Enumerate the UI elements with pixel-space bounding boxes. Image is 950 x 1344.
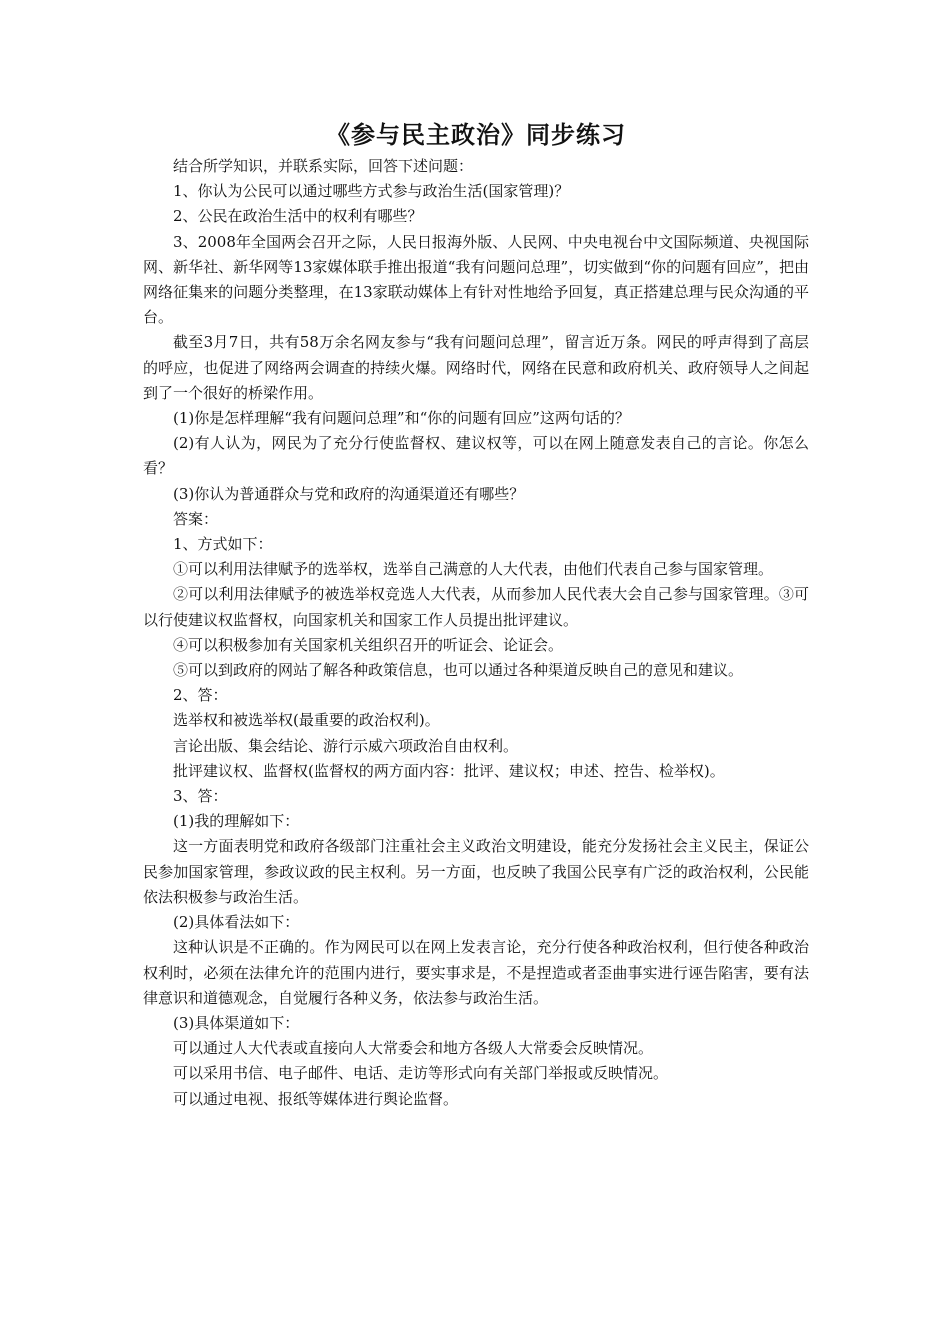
answer-1-item: ④可以积极参加有关国家机关组织召开的听证会、论证会。	[173, 635, 564, 654]
document-page	[143, 118, 809, 1112]
question-1: 1、你认为公民可以通过哪些方式参与政治生活(国家管理)？	[173, 182, 570, 201]
answer-1-heading: 1、方式如下：	[173, 535, 273, 554]
answer-3-3-heading: (3)具体渠道如下：	[173, 1013, 300, 1032]
answer-2-item: 言论出版、集会结论、游行示威六项政治自由权利。	[173, 736, 519, 755]
question-3-material-2: 截至3月7日，共有58万余名网友参与“我有问题问总理”，留言近万条。网民的呼声得到了高层的呼应，也促进了网络两会调查的持续火爆。网络时代，网络在民意和政府机关、政府领导人之间起到了一个很好的桥梁作用。	[143, 333, 809, 402]
answer-2-item: 选举权和被选举权(最重要的政治权利)。	[173, 711, 440, 730]
sub-question-2: (2)有人认为，网民为了充分行使监督权、建议权等，可以在网上随意发表自己的言论。你怎么看？	[143, 434, 809, 478]
document-title: 《参与民主政治》同步练习	[326, 121, 626, 149]
answer-3-2-heading: (2)具体看法如下：	[173, 913, 300, 932]
answer-1-item: ⑤可以到政府的网站了解各种政策信息，也可以通过各种渠道反映自己的意见和建议。	[173, 661, 744, 680]
answer-3-heading: 3、答：	[173, 787, 228, 806]
answer-3-1-text: 这一方面表明党和政府各级部门注重社会主义政治文明建设，能充分发扬社会主义民主，保证公民参加国家管理，参政议政的民主权利。另一方面，也反映了我国公民享有广泛的政治权利，公民能依法积极参与政治生活。	[143, 837, 809, 906]
answer-2-heading: 2、答：	[173, 686, 228, 705]
sub-question-1: (1)你是怎样理解“我有问题问总理”和“你的问题有回应”这两句话的？	[173, 409, 630, 428]
answer-heading: 答案：	[173, 509, 219, 528]
intro-paragraph: 结合所学知识，并联系实际，回答下述问题：	[173, 157, 474, 175]
answer-3-2-text: 这种认识是不正确的。作为网民可以在网上发表言论，充分行使各种政治权利，但行使各种政治权利时，必须在法律允许的范围内进行，要实事求是，不是捏造或者歪曲事实进行诬告陷害，要有法律意识和道德观念，自觉履行各种义务，依法参与政治生活。	[143, 938, 809, 1007]
answer-1-item: ②可以利用法律赋予的被选举权竞选人大代表，从而参加人民代表大会自己参与国家管理。③可以行使建议权监督权，向国家机关和国家工作人员提出批评建议。	[143, 585, 809, 629]
question-3-material: 3、2008年全国两会召开之际，人民日报海外版、人民网、中央电视台中文国际频道、央视国际网、新华社、新华网等13家媒体联手推出报道“我有问题问总理”，切实做到“你的问题有回应”，把由网络征集来的问题分类整理，在13家联动媒体上有针对性地给予回复，真正搭建总理与民众沟通的平台。	[143, 232, 809, 327]
answer-3-3-item: 可以通过电视、报纸等媒体进行舆论监督。	[173, 1089, 459, 1108]
answer-3-3-item: 可以采用书信、电子邮件、电话、走访等形式向有关部门举报或反映情况。	[173, 1064, 669, 1083]
answer-3-1-heading: (1)我的理解如下：	[173, 812, 300, 831]
answer-3-3-item: 可以通过人大代表或直接向人大常委会和地方各级人大常委会反映情况。	[173, 1039, 654, 1058]
answer-2-item: 批评建议权、监督权(监督权的两方面内容：批评、建议权；申述、控告、检举权)。	[173, 761, 725, 780]
question-2: 2、公民在政治生活中的权利有哪些？	[173, 207, 423, 226]
sub-question-3: (3)你认为普通群众与党和政府的沟通渠道还有哪些？	[173, 484, 525, 503]
answer-1-item: ①可以利用法律赋予的选举权，选举自己满意的人大代表，由他们代表自己参与国家管理。	[173, 560, 774, 579]
